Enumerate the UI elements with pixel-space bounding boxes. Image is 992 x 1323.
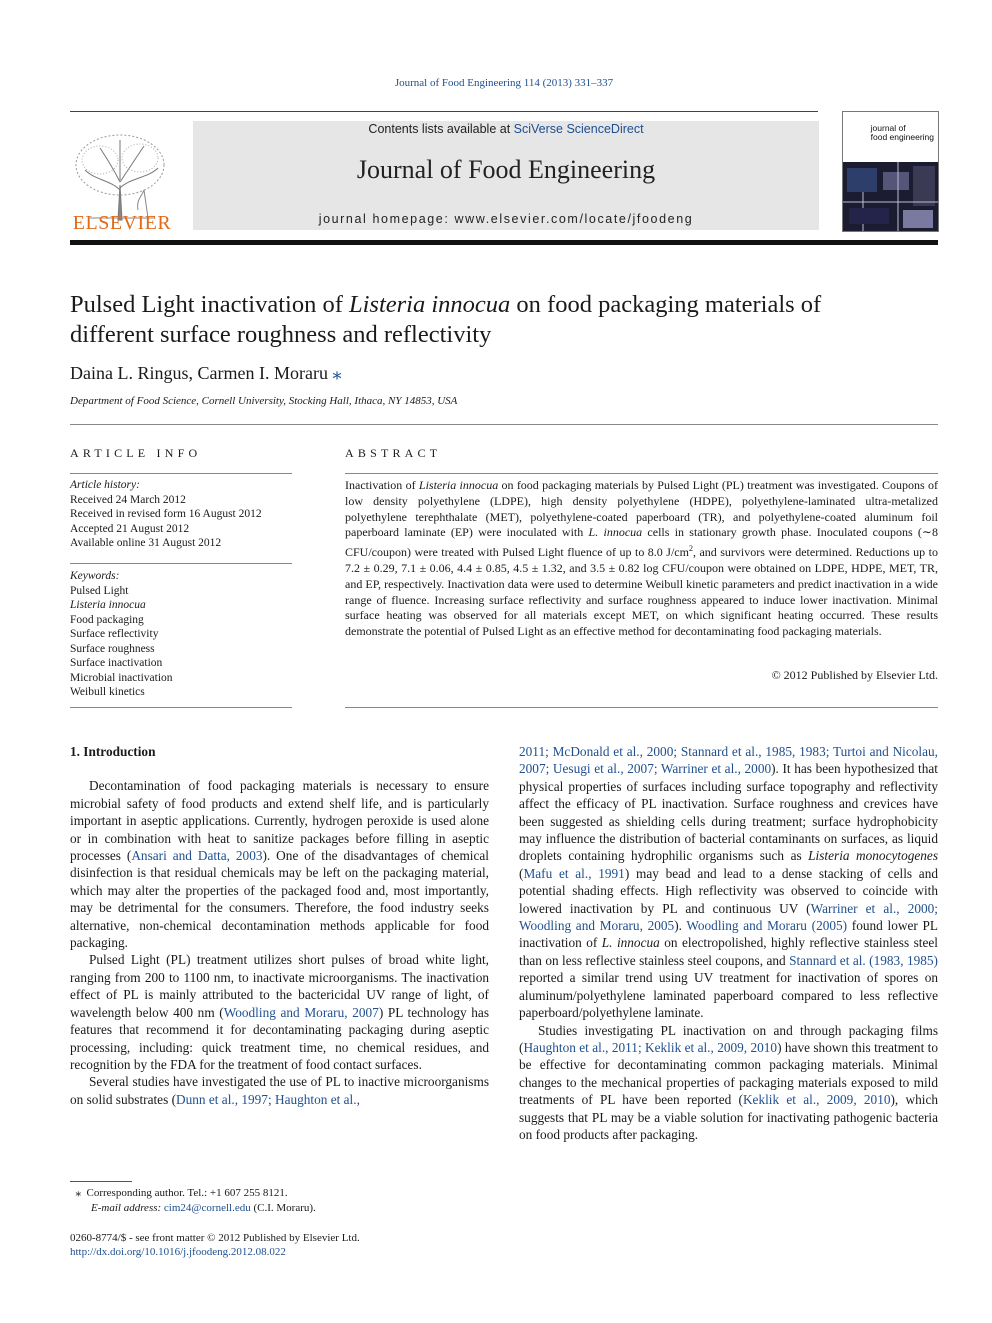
divider bbox=[70, 424, 938, 425]
copyright: © 2012 Published by Elsevier Ltd. bbox=[771, 668, 938, 682]
reference-link[interactable]: 2011; McDonald et al., 2000; Stannard et al., 1985, 1983; Turtoi and Nicolau, 2007; Uesugi et al., 2007; Warriner et al., 2000 bbox=[519, 744, 938, 777]
header-bottom-rule bbox=[70, 240, 938, 245]
history-item: Received 24 March 2012 bbox=[70, 493, 186, 506]
publisher-wordmark: ELSEVIER bbox=[72, 212, 172, 234]
issn-block: 0260-8774/$ - see front matter © 2012 Published by Elsevier Ltd. http://dx.doi.org/10.1016/j.jfoodeng.2012.08.022 bbox=[70, 1232, 360, 1258]
corresponding-author-mark[interactable]: ⁎ bbox=[332, 363, 342, 383]
keyword: Listeria innocua bbox=[70, 599, 146, 611]
journal-banner bbox=[193, 121, 819, 230]
keyword: Pulsed Light bbox=[70, 584, 129, 597]
divider bbox=[70, 563, 292, 564]
cover-image-icon bbox=[843, 162, 938, 231]
article-title: Pulsed Light inactivation of Listeria innocua on food packaging materials of different surface roughness and reflectivity bbox=[70, 291, 822, 348]
paragraph: Pulsed Light (PL) treatment utilizes short pulses of broad white light, ranging from 200 to 1100 nm, to inactivate microorganisms. The inactivation effect of PL is mainly attributed to the bactericidal UV range of light, of wavelength below 400 nm (Woodling and Moraru, 2007) PL technology has features that recommend it for decontaminating packaging during aseptic processing, including: quick treatment time, no chemical residues, and recognition by the FDA for the treatment of food contact surfaces. bbox=[70, 952, 490, 1072]
reference-link[interactable]: Keklik et al., 2009, 2010 bbox=[742, 1092, 891, 1108]
divider bbox=[345, 707, 938, 708]
keyword: Surface roughness bbox=[70, 642, 155, 655]
reference-link[interactable]: Woodling and Moraru (2005) bbox=[686, 918, 848, 934]
history-item: Available online 31 August 2012 bbox=[70, 537, 222, 549]
footnote-rule bbox=[70, 1181, 132, 1182]
sciencedirect-link[interactable]: SciVerse ScienceDirect bbox=[513, 122, 644, 136]
header-top-rule bbox=[70, 111, 818, 112]
paragraph: Decontamination of food packaging materials is necessary to ensure microbial safety of food products and extend shelf life, and is particularly important in aseptic applications. Currently, hydrogen peroxide is used alone or in combination with heat to sanitize packages before filling in aseptic processes (Ansari and Datta, 2003). One of the disadvantages of chemical disinfection is that residual chemicals may be left on the packaging material, which may alter the properties of the packaged food and, most importantly, may be detrimental for the consumers. Therefore, the food industry seeks alternative, non-chemical decontamination methods applicable for food packaging. bbox=[70, 778, 489, 951]
divider bbox=[70, 707, 292, 708]
email-link[interactable]: cim24@cornell.edu bbox=[163, 1202, 251, 1214]
paragraph: Several studies have investigated the use of PL to inactive microorganisms on solid substrates (Dunn et al., 1997; Haughton et al., bbox=[70, 1074, 489, 1107]
body-column-right bbox=[519, 743, 938, 1143]
keyword: Weibull kinetics bbox=[70, 686, 145, 698]
footnote: ⁎ Corresponding author. Tel.: +1 607 255 8121. E-mail address: cim24@cornell.edu (C.I. Moraru). bbox=[75, 1187, 316, 1214]
keywords: Keywords: Pulsed Light Listeria innocua Food packaging Surface reflectivity Surface roughness Surface inactivation Microbial inactivation Weibull kinetics bbox=[70, 570, 173, 698]
keyword: Food packaging bbox=[70, 613, 144, 626]
body-column-left bbox=[70, 743, 489, 1108]
keyword: Surface inactivation bbox=[70, 657, 163, 669]
article-info-heading: ARTICLE INFO bbox=[70, 446, 202, 460]
journal-citation[interactable]: Journal of Food Engineering 114 (2013) 331–337 bbox=[394, 77, 614, 89]
history-item: Received in revised form 16 August 2012 bbox=[70, 508, 262, 520]
affiliation: Department of Food Science, Cornell University, Stocking Hall, Ithaca, NY 14853, USA bbox=[70, 395, 458, 407]
author-list: Daina L. Ringus, Carmen I. Moraru ⁎ bbox=[70, 363, 342, 383]
reference-link[interactable]: Dunn et al., 1997; Haughton et al., bbox=[176, 1091, 360, 1107]
reference-link[interactable]: Haughton et al., 2011; Keklik et al., 2009, 2010 bbox=[523, 1039, 778, 1055]
reference-link[interactable]: Stannard et al. (1983, 1985) bbox=[789, 952, 938, 968]
reference-link[interactable]: Mafu et al., 1991 bbox=[523, 865, 625, 881]
divider bbox=[70, 473, 292, 474]
section-heading: 1. Introduction bbox=[70, 744, 156, 759]
reference-link[interactable]: Woodling and Moraru, 2007 bbox=[223, 1004, 379, 1020]
reference-link[interactable]: Warriner et al., 2000; Woodling and Moraru, 2005 bbox=[519, 900, 938, 934]
keyword: Surface reflectivity bbox=[70, 628, 159, 640]
paragraph: Studies investigating PL inactivation on and through packaging films (Haughton et al., 2011; Keklik et al., 2009, 2010) have shown this treatment to be effective for decontaminating common packaging materials. Minimal changes to the mechanical properties of packaging materials exposed to mild treatments of PL have been reported (Keklik et al., 2009, 2010), which suggests that PL may be a viable solution for inactivating pathogenic bacteria on food products after packaging. bbox=[519, 1022, 939, 1142]
abstract-heading: ABSTRACT bbox=[345, 446, 442, 460]
journal-homepage[interactable]: journal homepage: www.elsevier.com/locate/jfoodeng bbox=[318, 212, 694, 226]
journal-title: Journal of Food Engineering bbox=[356, 155, 656, 184]
keyword: Microbial inactivation bbox=[70, 671, 173, 684]
reference-link[interactable]: Ansari and Datta, 2003 bbox=[131, 848, 263, 864]
history-item: Accepted 21 August 2012 bbox=[70, 522, 190, 535]
doi-link[interactable]: http://dx.doi.org/10.1016/j.jfoodeng.2012.08.022 bbox=[70, 1246, 286, 1258]
article-history: Article history: Received 24 March 2012 Received in revised form 16 August 2012 Accepted 21 August 2012 Available online 31 August 2012 bbox=[70, 479, 262, 549]
divider bbox=[345, 473, 938, 474]
paragraph-continued: 2011; McDonald et al., 2000; Stannard et al., 1985, 1983; Turtoi and Nicolau, 2007; Uesugi et al., 2007; Warriner et al., 2000). It has been hypothesized that physical properties of surfaces including surface topography and reflectivity affect the efficacy of PL inactivation. Surface roughness and crevices have been suggested as shielding cells during treatment; surface hydrophobicity may influence the distribution of bacterial contaminants on surfaces, as liquid droplets containing hydrophilic organisms such as Listeria monocytogenes (Mafu et al., 1991) may bead and lead to a dense stacking of cells and potential shading effects. High reflectivity was observed to coincide with lowered inactivation by PL and continuous UV (Warriner et al., 2000; Woodling and Moraru, 2005). Woodling and Moraru (2005) found lower PL inactivation of L. innocua on electropolished, highly reflective stainless steel than on less reflective stainless steel coupons, and Stannard et al. (1983, 1985) reported a similar trend using UV treatment for inactivation of spores on aluminum/polyethylene laminated paperboard compared to less reflective paperboard/polyethylene laminate. bbox=[519, 744, 939, 1021]
abstract-text: Inactivation of Listeria innocua on food packaging materials by Pulsed Light (PL) treatment was investigated. Coupons of low density polyethylene (LDPE), high density polyethylene (HDPE), polyethylene-laminated ultra-metalized polyethylene terephthalate (MET), polyethylene-coated paperboard (TR), and polyethylene-coated aluminum foil paperboard laminate (EP) were inoculated with L. innocua cells in stationary growth phase. Inoculated coupons (∼8 CFU/coupon) were treated with Pulsed Light fluence of up to 8.0 $J/cm^2$, and survivors were determined. Reductions up to 7.2 ± 0.29, 7.1 ± 0.06, 4.4 ± 0.85, 4.5 ± 1.32, and 3.5 ± 0.82 log CFU/coupon were obtained on LDPE, HDPE, MET, TR, and EP, respectively. Inactivation data were used to determine Weibull kinetic parameters and predict inactivation in a wide range of fluence. Increasing surface reflectivity and surface roughness appeared to induce lower inactivation. Minimal surface heating was observed for all materials except MET, on which significant heating occurred. These results demonstrate the potential of Pulsed Light as an effective method for decontaminating food packaging materials. bbox=[345, 478, 938, 639]
contents-line: Contents lists available at SciVerse ScienceDirect bbox=[368, 122, 644, 136]
cover-title: journal of food engineering bbox=[870, 123, 934, 142]
journal-cover-thumbnail bbox=[842, 111, 939, 232]
